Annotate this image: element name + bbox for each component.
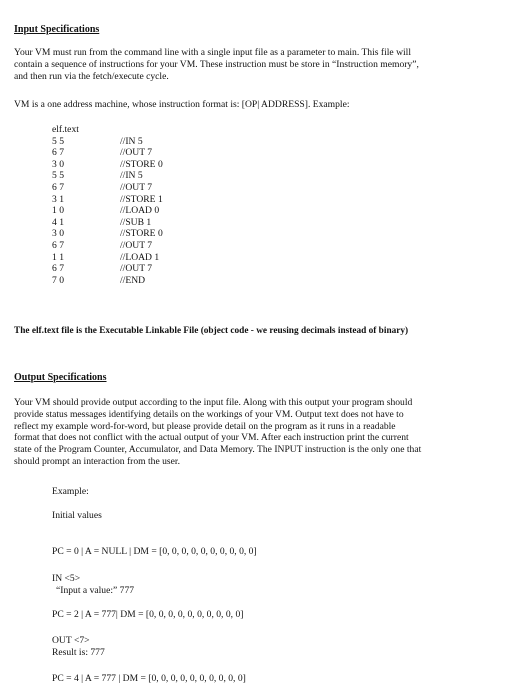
input-specifications-heading: Input Specifications [14, 24, 100, 35]
paragraph-line: reflect my example word-for-word, but please provide detail on the program as it runs in a readable [14, 420, 396, 432]
code-comment: //SUB 1 [120, 216, 152, 228]
code-comment: //END [120, 274, 146, 286]
code-op: 6 7 [52, 181, 64, 193]
code-comment: //LOAD 0 [120, 205, 160, 217]
code-op: 7 0 [52, 274, 64, 286]
code-comment: //STORE 0 [120, 158, 163, 170]
code-op: 6 7 [52, 263, 64, 275]
code-row [52, 217, 252, 229]
code-listing [52, 124, 252, 286]
elf-file-note: The elf.text file is the Executable Linkable File (object code - we reusing decimals instead of binary) [14, 326, 409, 336]
result-line: Result is: 777 [52, 647, 105, 658]
paragraph-line: format that does not conflict with the actual output of your VM. After each instruction print the current [14, 432, 409, 444]
paragraph-line: state of the Program Counter, Accumulator, and Data Memory. The INPUT instruction is the only one that [14, 444, 422, 456]
input-prompt-line: “Input a value:” 777 [56, 585, 135, 596]
code-filename [52, 124, 252, 136]
code-comment: //IN 5 [120, 135, 143, 147]
code-op: 6 7 [52, 147, 64, 159]
filename-label: elf.text [52, 124, 79, 135]
code-comment: //LOAD 1 [120, 251, 160, 263]
code-comment: //IN 5 [120, 170, 143, 182]
code-row [52, 228, 252, 240]
paragraph-line: Your VM should provide output according to the input file. Along with this output your program should [14, 397, 413, 408]
code-comment: //OUT 7 [120, 181, 153, 193]
state-line-3: PC = 4 | A = 777 | DM = [0, 0, 0, 0, 0, 0, 0, 0, 0, 0] [52, 673, 246, 684]
out-instruction-line: OUT <7> [52, 635, 90, 646]
in-instruction-line: IN <5> [52, 573, 81, 584]
code-comment: //STORE 1 [120, 193, 163, 205]
code-op: 3 0 [52, 228, 64, 240]
code-row [52, 147, 252, 159]
code-op: 5 5 [52, 170, 64, 182]
code-row [52, 252, 252, 264]
code-row [52, 263, 252, 275]
paragraph-line: Your VM must run from the command line with a single input file as a parameter to main. This file will [14, 47, 412, 58]
paragraph-line: contain a sequence of instructions for your VM. These instruction must be store in “Instruction memory”, [14, 58, 419, 70]
paragraph-line: provide status messages identifying details on the workings of your VM. Output text does not have to [14, 408, 404, 420]
code-op: 5 5 [52, 135, 64, 147]
code-comment: //STORE 0 [120, 228, 163, 240]
code-row [52, 275, 252, 287]
code-comment: //OUT 7 [120, 263, 153, 275]
example-label: Example: [52, 486, 89, 497]
code-op: 1 1 [52, 251, 64, 263]
code-op: 3 0 [52, 158, 64, 170]
code-row [52, 136, 252, 148]
code-comment: //OUT 7 [120, 239, 153, 251]
output-specifications-heading: Output Specifications [14, 372, 107, 383]
code-row [52, 170, 252, 182]
code-row [52, 205, 252, 217]
code-row [52, 240, 252, 252]
output-spec-paragraph [14, 397, 421, 468]
paragraph-line: should prompt an interaction from the user. [14, 455, 180, 467]
code-row [52, 194, 252, 206]
instruction-format-line: VM is a one address machine, whose instruction format is: [OP| ADDRESS]. Example: [14, 99, 350, 110]
code-op: 6 7 [52, 239, 64, 251]
input-spec-paragraph [14, 47, 419, 82]
code-op: 3 1 [52, 193, 64, 205]
code-comment: //OUT 7 [120, 147, 153, 159]
state-line-2: PC = 2 | A = 777| DM = [0, 0, 0, 0, 0, 0, 0, 0, 0, 0] [52, 609, 244, 620]
code-row [52, 159, 252, 171]
paragraph-line: and then run via the fetch/execute cycle. [14, 70, 169, 82]
state-line-1: PC = 0 | A = NULL | DM = [0, 0, 0, 0, 0, 0, 0, 0, 0, 0] [52, 546, 257, 557]
code-row [52, 182, 252, 194]
code-op: 4 1 [52, 216, 64, 228]
initial-values-label: Initial values [52, 510, 102, 521]
code-op: 1 0 [52, 205, 64, 217]
